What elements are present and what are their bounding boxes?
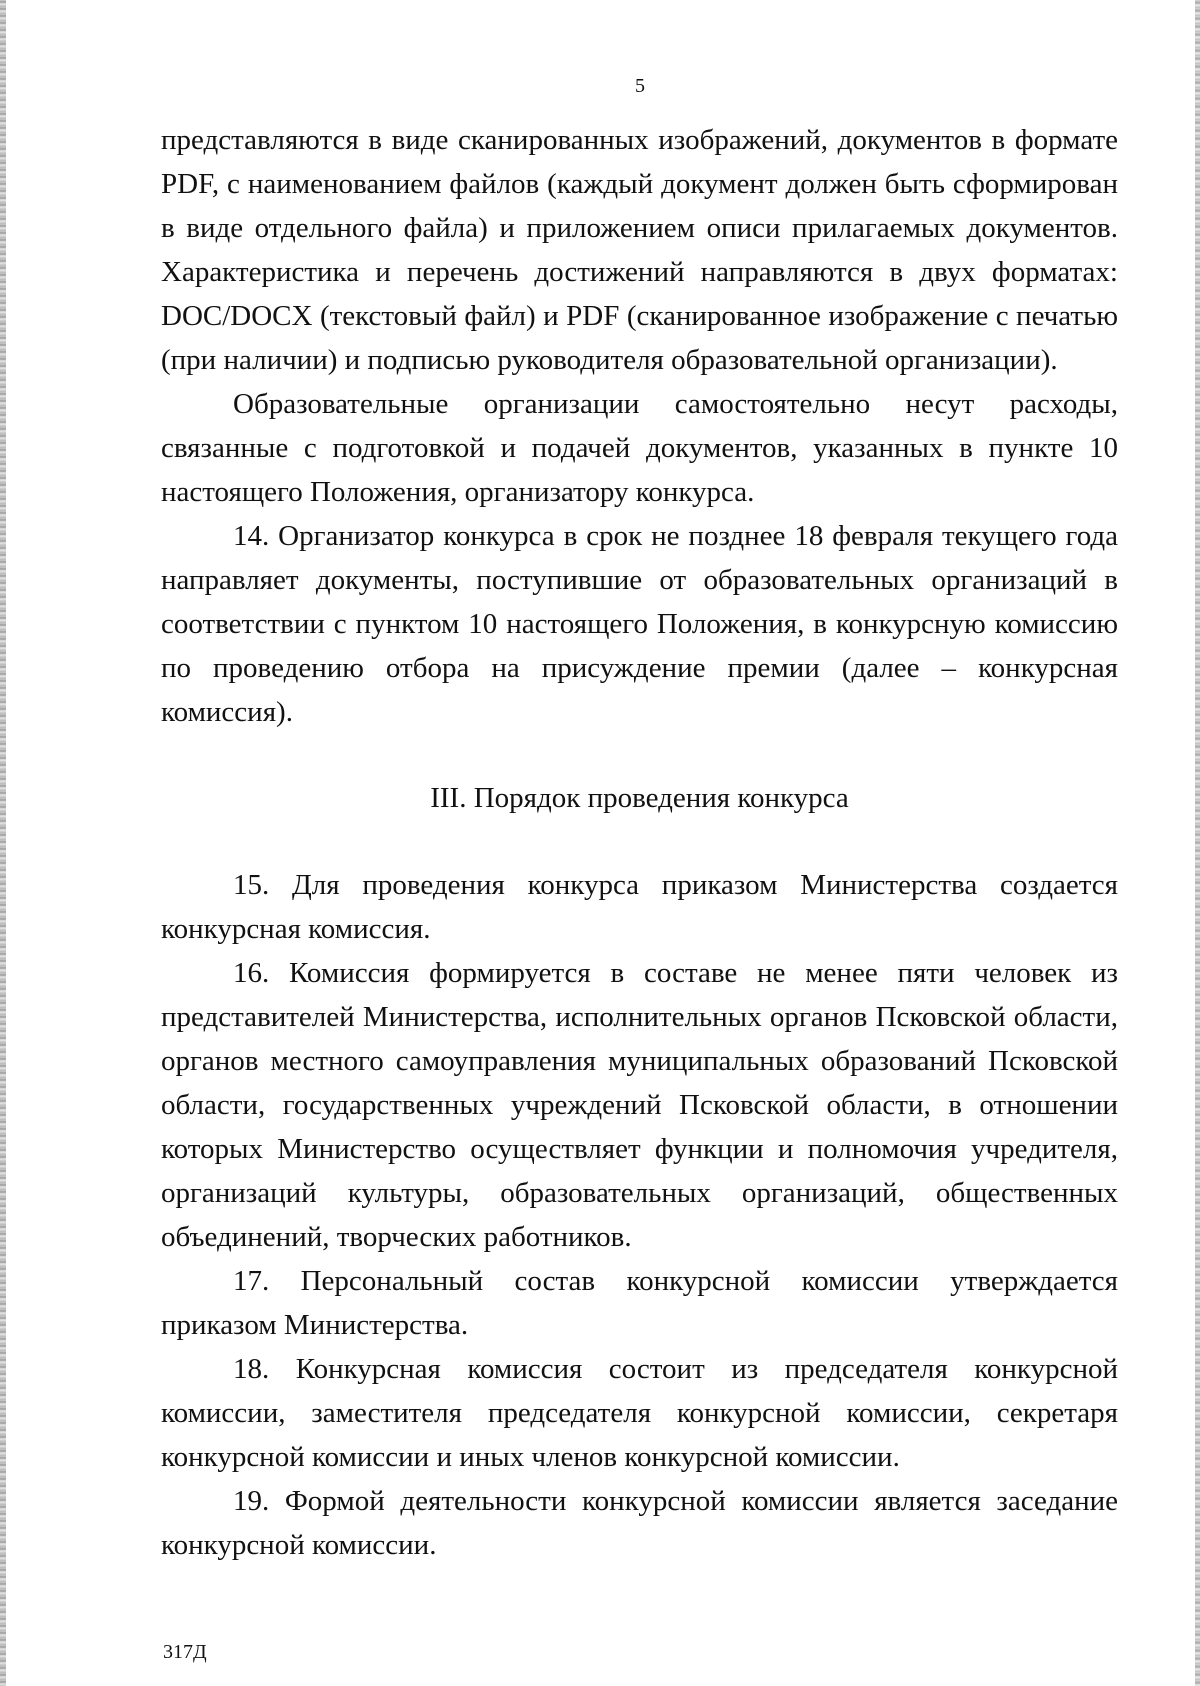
scan-edge-right [1195,0,1200,1686]
scan-edge-left [0,0,6,1686]
paragraph-continuation: представляются в виде сканированных изображений, документов в формате PDF, с наименованием файлов (каждый документ должен быть сформирован в виде отдельного файла) и приложением описи прилагаемых документов. Характеристика и перечень достижений направляются в двух форматах: DOC/DOCX (текстовый файл) и PDF (сканированное изображение с печатью (при наличии) и подписью руководителя образовательной организации). [161,124,1118,376]
paragraph-item-19: 19. Формой деятельности конкурсной комиссии является заседание конкурсной комиссии. [161,1485,1118,1561]
document-body [161,118,1118,1567]
paragraph-item-18: 18. Конкурсная комиссия состоит из председателя конкурсной комиссии, заместителя председателя конкурсной комиссии, секретаря конкурсной комиссии и иных членов конкурсной комиссии. [161,1353,1118,1473]
paragraph-item-17: 17. Персональный состав конкурсной комиссии утверждается приказом Министерства. [161,1265,1118,1341]
paragraph-item-16: 16. Комиссия формируется в составе не менее пяти человек из представителей Министерства, исполнительных органов Псковской области, органов местного самоуправления муниципальных образований Псковской области, государственных учреждений Псковской области, в отношении которых Министерство осуществляет функции и полномочия учредителя, организаций культуры, образовательных организаций, общественных объединений, творческих работников. [161,957,1118,1253]
section-heading: III. Порядок проведения конкурса [430,782,849,814]
paragraph-item-14: 14. Организатор конкурса в срок не позднее 18 февраля текущего года направляет документы, поступившие от образовательных организаций в соответствии с пунктом 10 настоящего Положения, в конкурсную комиссию по проведению отбора на присуждение премии (далее – конкурсная комиссия). [161,520,1118,728]
paragraph-expenses: Образовательные организации самостоятельно несут расходы, связанные с подготовкой и подачей документов, указанных в пункте 10 настоящего Положения, организатору конкурса. [161,388,1118,508]
paragraph-item-15: 15. Для проведения конкурса приказом Министерства создается конкурсная комиссия. [161,869,1118,945]
page-number: 5 [635,75,645,97]
footer-document-code: 317Д [163,1641,207,1663]
